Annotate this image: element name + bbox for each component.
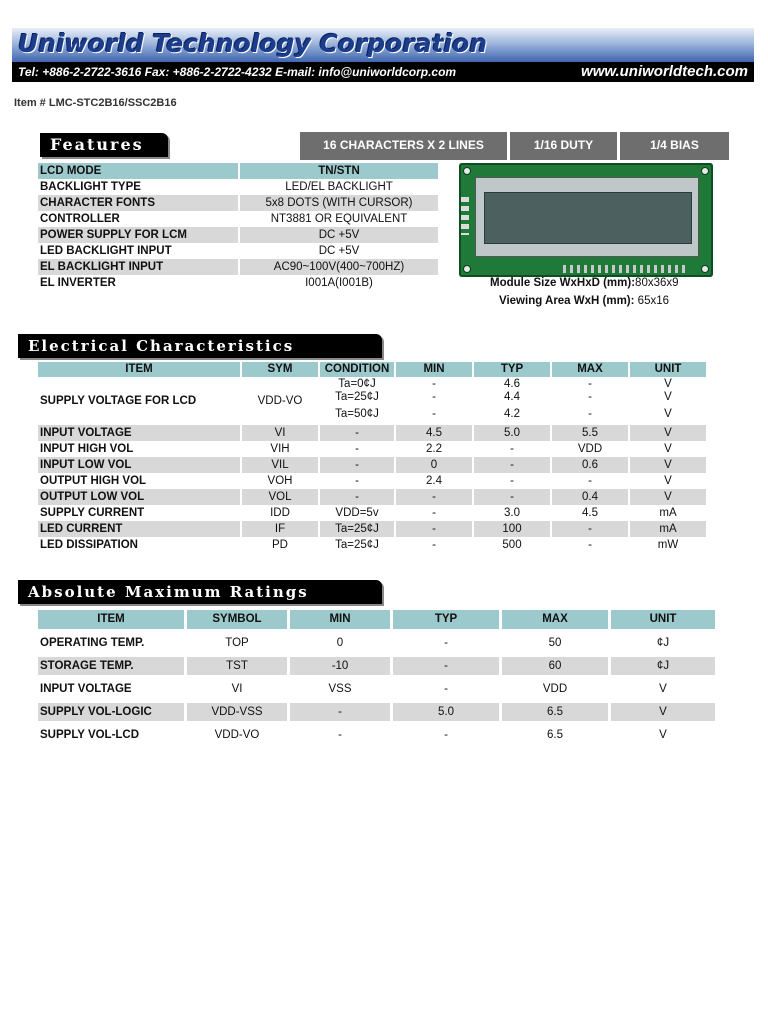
- electrical-heading: Electrical Characteristics: [18, 334, 382, 358]
- amr-min: -: [338, 729, 342, 741]
- module-size-label: Module Size WxHxD (mm):: [490, 277, 636, 289]
- backlight-pads-icon: [461, 197, 469, 235]
- ec-max: -: [588, 378, 592, 390]
- table-row: [38, 195, 438, 211]
- company-banner: [12, 28, 754, 82]
- ec-unit: V: [664, 408, 672, 420]
- col-header: CONDITION: [320, 362, 394, 377]
- absolute-ratings-heading: Absolute Maximum Ratings: [18, 580, 382, 604]
- banner-contact-strip: [12, 62, 754, 82]
- amr-sym: TOP: [225, 637, 249, 649]
- ec-max: -: [588, 475, 592, 487]
- table-row: [38, 179, 438, 195]
- ec-item: OUTPUT HIGH VOL: [40, 475, 147, 487]
- amr-sym: VI: [231, 683, 243, 695]
- table-row: [38, 425, 706, 441]
- ec-max: -: [588, 391, 592, 403]
- amr-item: INPUT VOLTAGE: [40, 683, 132, 695]
- ec-min: 2.4: [426, 475, 442, 487]
- badge-duty: 1/16 DUTY: [510, 132, 617, 160]
- col-header: UNIT: [630, 362, 706, 377]
- ec-typ: -: [510, 475, 514, 487]
- lcd-glass: [484, 192, 692, 244]
- ec-cond: Ta=25¢J: [335, 539, 379, 551]
- ec-min: -: [432, 378, 436, 390]
- table-row: [38, 473, 706, 489]
- mounting-hole-icon: [463, 265, 471, 273]
- ec-typ: 3.0: [504, 507, 520, 519]
- ec-unit: mA: [659, 507, 677, 519]
- feature-label: CONTROLLER: [40, 213, 120, 225]
- amr-unit: V: [611, 703, 715, 721]
- lcd-module-image: [459, 163, 713, 277]
- company-name: Uniworld Technology Corporation: [18, 29, 488, 58]
- amr-max: 50: [548, 637, 562, 649]
- amr-unit: V: [659, 683, 667, 695]
- table-row: [38, 521, 706, 537]
- ec-sym: VOL: [242, 489, 318, 505]
- ec-unit: mA: [630, 521, 706, 537]
- ec-typ: 4.4: [504, 391, 520, 403]
- ec-max: 4.5: [582, 507, 598, 519]
- mounting-hole-icon: [463, 167, 471, 175]
- viewing-area: [499, 295, 669, 307]
- ec-max: 0.6: [552, 457, 628, 473]
- ec-item: LED DISSIPATION: [40, 539, 138, 551]
- badge-characters: 16 CHARACTERS X 2 LINES: [300, 132, 507, 160]
- table-row: [38, 163, 438, 179]
- amr-item: SUPPLY VOL-LCD: [40, 729, 140, 741]
- connector-pins-icon: [563, 265, 689, 273]
- feature-label: LED BACKLIGHT INPUT: [40, 245, 172, 257]
- feature-label: EL BACKLIGHT INPUT: [38, 259, 238, 275]
- feature-label: POWER SUPPLY FOR LCM: [38, 227, 238, 243]
- ec-typ: 500: [502, 539, 522, 551]
- ec-cond: Ta=50¢J: [335, 408, 379, 420]
- viewing-area-value: 65x16: [637, 295, 670, 307]
- col-header: SYM: [242, 362, 318, 377]
- amr-typ: -: [444, 729, 448, 741]
- ec-typ: 5.0: [474, 425, 550, 441]
- ec-cond: Ta=0¢J: [338, 378, 376, 390]
- amr-sym: VDD-VSS: [187, 703, 287, 721]
- ec-typ: 4.2: [504, 408, 520, 420]
- features-heading: Features: [40, 133, 168, 157]
- ec-item: OUTPUT LOW VOL: [38, 489, 240, 505]
- module-size-value: 80x36x9: [635, 277, 679, 289]
- ec-typ: -: [474, 489, 550, 505]
- amr-unit: ¢J: [611, 657, 715, 675]
- ec-min: -: [396, 489, 472, 505]
- module-size: [490, 277, 679, 289]
- ec-max: -: [552, 521, 628, 537]
- ec-item: INPUT VOLTAGE: [38, 425, 240, 441]
- amr-typ: -: [444, 683, 448, 695]
- ec-sym: VOH: [267, 475, 293, 487]
- col-header: MIN: [290, 610, 390, 629]
- ec-unit: V: [630, 457, 706, 473]
- ec-unit: V: [630, 425, 706, 441]
- col-header: TYP: [393, 610, 499, 629]
- mounting-hole-icon: [701, 265, 709, 273]
- ec-cond: Ta=25¢J: [335, 391, 379, 403]
- ec-min: 0: [396, 457, 472, 473]
- table-row: [38, 703, 715, 721]
- table-header-row: [38, 610, 715, 629]
- table-row: [38, 505, 706, 521]
- item-number: Item # LMC-STC2B16/SSC2B16: [14, 97, 177, 109]
- feature-value: NT3881 OR EQUIVALENT: [270, 213, 408, 225]
- ec-max: -: [588, 408, 592, 420]
- ec-item: SUPPLY CURRENT: [40, 507, 145, 519]
- ec-item: INPUT HIGH VOL: [40, 443, 134, 455]
- table-row: [38, 457, 706, 473]
- feature-value: AC90~100V(400~700HZ): [240, 259, 438, 275]
- feature-value: DC +5V: [318, 245, 360, 257]
- ec-cond: Ta=25¢J: [320, 521, 394, 537]
- feature-value: DC +5V: [240, 227, 438, 243]
- feature-label: CHARACTER FONTS: [38, 195, 238, 211]
- ec-unit: V: [664, 443, 672, 455]
- col-header: MIN: [396, 362, 472, 377]
- ec-unit: V: [664, 378, 672, 390]
- feature-value: TN/STN: [240, 163, 438, 179]
- table-row: [38, 680, 715, 698]
- ec-sym: VDD-VO: [257, 395, 303, 407]
- ec-min: -: [432, 539, 436, 551]
- electrical-table: [36, 362, 708, 553]
- col-header: UNIT: [611, 610, 715, 629]
- amr-item: STORAGE TEMP.: [38, 657, 184, 675]
- amr-item: SUPPLY VOL-LOGIC: [38, 703, 184, 721]
- ec-sym: IDD: [270, 507, 290, 519]
- ec-cond: -: [320, 425, 394, 441]
- contact-info: Tel: +886-2-2722-3616 Fax: +886-2-2722-4232 E-mail: info@uniworldcorp.com: [18, 65, 457, 79]
- ec-min: -: [432, 408, 436, 420]
- badge-bias: 1/4 BIAS: [620, 132, 729, 160]
- ec-unit: V: [630, 489, 706, 505]
- col-header: ITEM: [38, 362, 240, 377]
- table-row: [38, 259, 438, 275]
- amr-min: -: [290, 703, 390, 721]
- amr-unit: V: [659, 729, 667, 741]
- features-table: [36, 163, 440, 291]
- table-row: [38, 634, 715, 652]
- col-header: ITEM: [38, 610, 184, 629]
- ec-typ: -: [510, 443, 514, 455]
- ec-cond: -: [355, 443, 359, 455]
- ec-max: VDD: [577, 443, 603, 455]
- amr-min: 0: [336, 637, 344, 649]
- amr-sym: TST: [187, 657, 287, 675]
- ec-min: -: [432, 507, 436, 519]
- ec-min: 2.2: [426, 443, 442, 455]
- ec-sym: VIH: [270, 443, 290, 455]
- amr-typ: 5.0: [393, 703, 499, 721]
- table-row: [38, 211, 438, 227]
- col-header: MAX: [502, 610, 608, 629]
- col-header: TYP: [474, 362, 550, 377]
- col-header: SYMBOL: [187, 610, 287, 629]
- ec-sym: PD: [272, 539, 288, 551]
- table-row: [38, 441, 706, 457]
- ec-cond: -: [320, 457, 394, 473]
- feature-label: LCD MODE: [38, 163, 238, 179]
- ec-min: -: [396, 521, 472, 537]
- table-header-row: [38, 362, 706, 377]
- table-row: [38, 377, 706, 391]
- table-row: [38, 489, 706, 505]
- table-row: [38, 227, 438, 243]
- website-link[interactable]: www.uniworldtech.com: [581, 63, 748, 80]
- ec-sym: VI: [242, 425, 318, 441]
- ec-sym: VIL: [242, 457, 318, 473]
- amr-min: -10: [290, 657, 390, 675]
- viewing-area-label: Viewing Area WxH (mm):: [499, 295, 635, 307]
- table-row: [38, 275, 438, 291]
- amr-max: VDD: [542, 683, 568, 695]
- absolute-ratings-table: [35, 605, 718, 749]
- feature-value: I001A(I001B): [305, 277, 373, 289]
- amr-unit: ¢J: [656, 637, 670, 649]
- table-row: [38, 657, 715, 675]
- amr-max: 6.5: [547, 729, 563, 741]
- banner-title-strip: [12, 28, 754, 62]
- ec-typ: -: [474, 457, 550, 473]
- amr-item: OPERATING TEMP.: [40, 637, 145, 649]
- ec-max: 5.5: [552, 425, 628, 441]
- feature-label: EL INVERTER: [40, 277, 116, 289]
- amr-max: 6.5: [502, 703, 608, 721]
- ec-cond: -: [355, 475, 359, 487]
- amr-max: 60: [502, 657, 608, 675]
- mounting-hole-icon: [701, 167, 709, 175]
- ec-max: 0.4: [552, 489, 628, 505]
- ec-unit: mW: [657, 539, 679, 551]
- amr-typ: -: [444, 637, 448, 649]
- feature-value: LED/EL BACKLIGHT: [285, 181, 393, 193]
- ec-sym: IF: [242, 521, 318, 537]
- ec-typ: 100: [474, 521, 550, 537]
- ec-typ: 4.6: [504, 378, 520, 390]
- amr-min: VSS: [328, 683, 352, 695]
- ec-cond: -: [320, 489, 394, 505]
- ec-unit: V: [664, 391, 672, 403]
- ec-max: -: [588, 539, 592, 551]
- feature-label: BACKLIGHT TYPE: [40, 181, 141, 193]
- ec-cond: VDD=5v: [335, 507, 379, 519]
- ec-min: 4.5: [396, 425, 472, 441]
- ec-min: -: [432, 391, 436, 403]
- col-header: MAX: [552, 362, 628, 377]
- table-row: [38, 726, 715, 744]
- ec-item: SUPPLY VOLTAGE FOR LCD: [40, 395, 197, 407]
- feature-value: 5x8 DOTS (WITH CURSOR): [240, 195, 438, 211]
- table-row: [38, 537, 706, 553]
- ec-item: LED CURRENT: [38, 521, 240, 537]
- amr-typ: -: [393, 657, 499, 675]
- ec-unit: V: [664, 475, 672, 487]
- table-row: [38, 243, 438, 259]
- amr-sym: VDD-VO: [214, 729, 260, 741]
- lcd-bezel: [475, 177, 699, 257]
- ec-item: INPUT LOW VOL: [38, 457, 240, 473]
